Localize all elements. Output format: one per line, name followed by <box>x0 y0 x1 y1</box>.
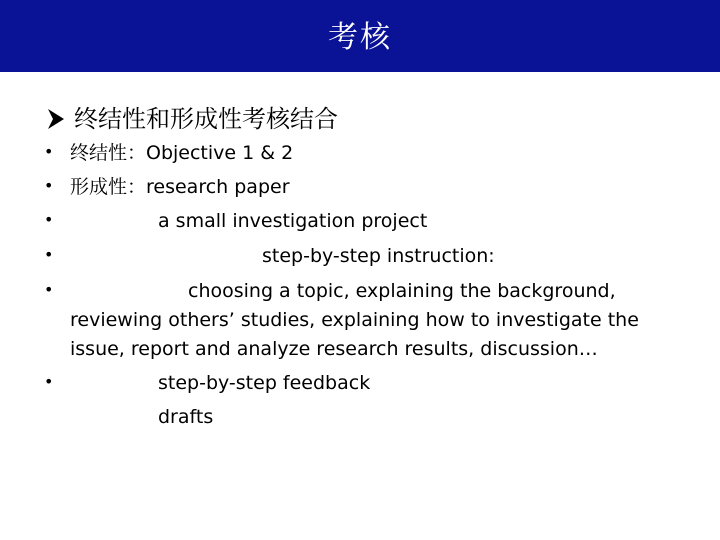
list-item-feedback: step-by-step feedback <box>158 372 371 394</box>
list-item-formative: 形成性：research paper <box>70 176 290 198</box>
list-item-project: a small investigation project <box>158 210 428 232</box>
bullet-marker: • <box>44 245 54 264</box>
section-heading <box>46 102 338 136</box>
bullet-marker: • <box>44 176 54 195</box>
bullet-marker: • <box>44 210 54 229</box>
title-bar <box>0 0 720 72</box>
bullet-marker: • <box>44 280 54 299</box>
list-item-summative: 终结性：Objective 1 & 2 <box>70 142 294 164</box>
slide-title: 考核 <box>328 20 392 55</box>
list-item-steps-line-3: issue, report and analyze research results, discussion… <box>70 338 598 360</box>
bullet-marker: • <box>44 372 54 391</box>
list-item-steps-line-1: choosing a topic, explaining the background, <box>188 280 616 302</box>
list-item-instruction: step-by-step instruction: <box>262 245 495 267</box>
list-item-drafts: drafts <box>158 406 214 428</box>
arrow-icon <box>46 107 66 131</box>
bullet-marker: • <box>44 142 54 161</box>
section-heading-text: 终结性和形成性考核结合 <box>74 105 338 133</box>
list-item-steps-line-2: reviewing others’ studies, explaining how to investigate the <box>70 309 639 331</box>
